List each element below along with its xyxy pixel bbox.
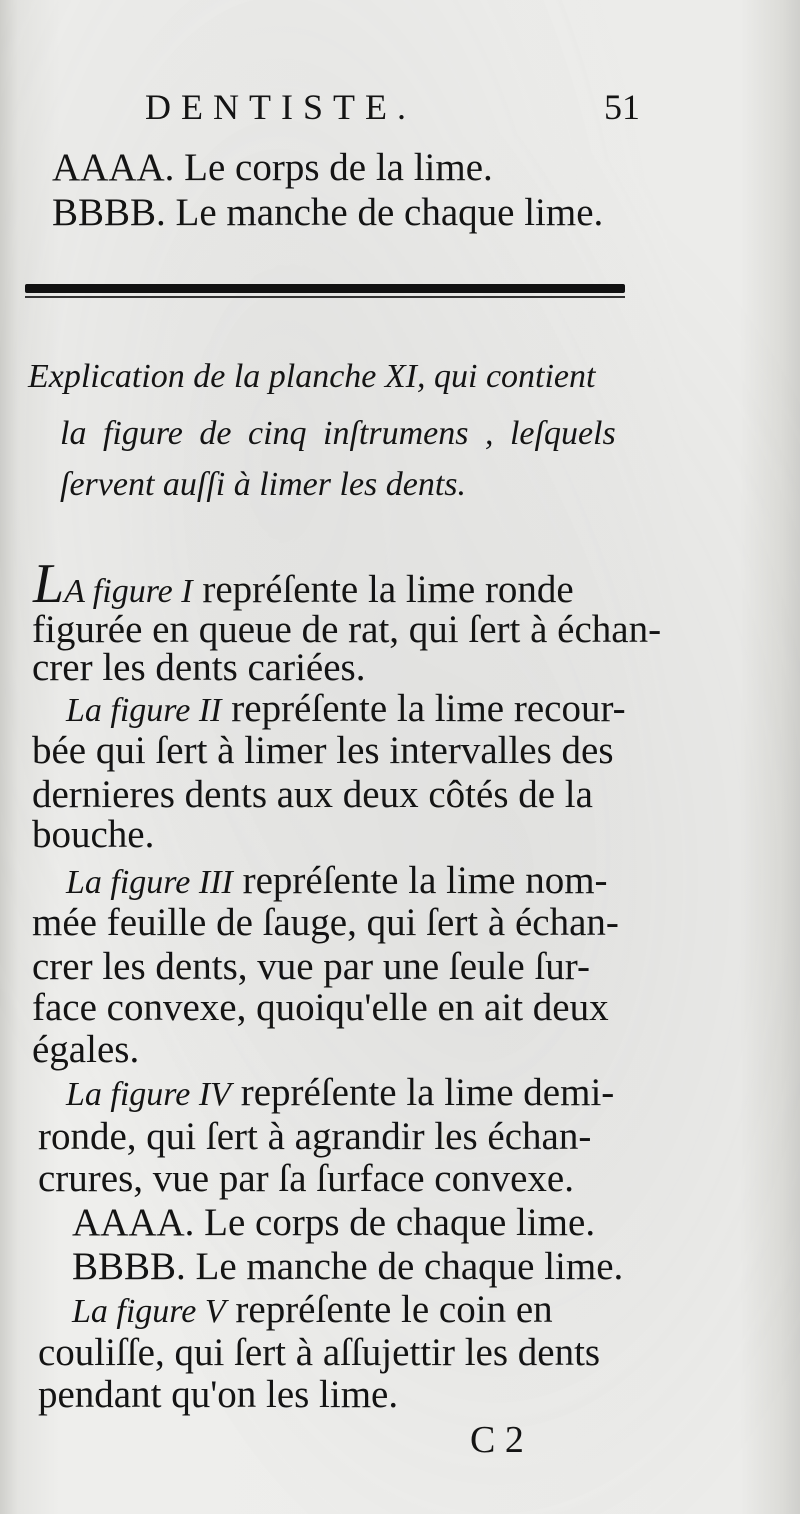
figure-3-line-4: face convexe, quoiqu'elle en ait deux <box>32 986 609 1029</box>
figure-2-line-4: bouche. <box>32 813 155 856</box>
figure-4-line-3: crures, vue par ſa ſurface convexe. <box>38 1157 574 1200</box>
top-entry-2: BBBB. Le manche de chaque lime. <box>52 191 604 234</box>
figure-2-text: repréſente la lime recour- <box>221 687 626 730</box>
figure-3-line-1 <box>66 861 608 900</box>
section-title-line-3: ſervent auſſi à limer les dents. <box>60 466 467 503</box>
figure-4-lead: La figure IV <box>66 1076 231 1113</box>
section-title-line-1: Explication de la planche XI, qui contient <box>28 358 596 395</box>
figure-2-line-1 <box>66 689 626 728</box>
figure-3-lead: La figure III <box>66 864 233 901</box>
figure-3-line-3: crer les dents, vue par une ſeule ſur- <box>32 945 590 988</box>
figure-2-line-2: bée qui ſert à limer les intervalles des <box>32 729 614 772</box>
figure-1-line-1 <box>33 553 574 615</box>
running-head: DENTISTE. <box>145 87 416 127</box>
figure-4-line-1 <box>66 1073 614 1112</box>
figure-1-text: repréſente la lime ronde <box>192 568 574 611</box>
page-header <box>145 86 640 136</box>
drop-cap: L <box>33 553 65 615</box>
figure-3-text: repréſente la lime nom- <box>232 859 608 902</box>
page-number: 51 <box>604 87 640 127</box>
section-title-line-2: la figure de cinq inſtrumens , leſquels <box>60 415 616 452</box>
section-rule <box>25 284 625 293</box>
figure-5-text: repréſente le coin en <box>225 1288 553 1331</box>
figure-4-text: repréſente la lime demi- <box>230 1071 615 1114</box>
figure-2-lead: La figure II <box>66 692 222 729</box>
bottom-entry-1: AAAA. Le corps de chaque lime. <box>72 1201 596 1244</box>
figure-1-line-2: figurée en queue de rat, qui ſert à échan- <box>32 608 662 651</box>
figure-1-lead: A figure I <box>64 573 193 610</box>
figure-3-line-5: égales. <box>32 1028 140 1071</box>
section-rule-thin <box>25 296 625 298</box>
figure-5-line-1 <box>72 1290 553 1329</box>
figure-5-line-2: couliſſe, qui ſert à aſſujettir les dents <box>38 1331 601 1374</box>
figure-2-line-3: dernieres dents aux deux côtés de la <box>32 773 593 816</box>
figure-4-line-2: ronde, qui ſert à agrandir les échan- <box>38 1115 592 1158</box>
top-entry-1: AAAA. Le corps de la lime. <box>52 146 493 189</box>
signature-mark: C 2 <box>470 1419 524 1461</box>
figure-5-line-3: pendant qu'on les lime. <box>38 1373 399 1416</box>
figure-5-lead: La figure V <box>72 1293 226 1330</box>
figure-1-line-3: crer les dents cariées. <box>32 646 366 689</box>
figure-3-line-2: mée feuille de ſauge, qui ſert à échan- <box>32 901 619 944</box>
bottom-entry-2: BBBB. Le manche de chaque lime. <box>72 1245 624 1288</box>
